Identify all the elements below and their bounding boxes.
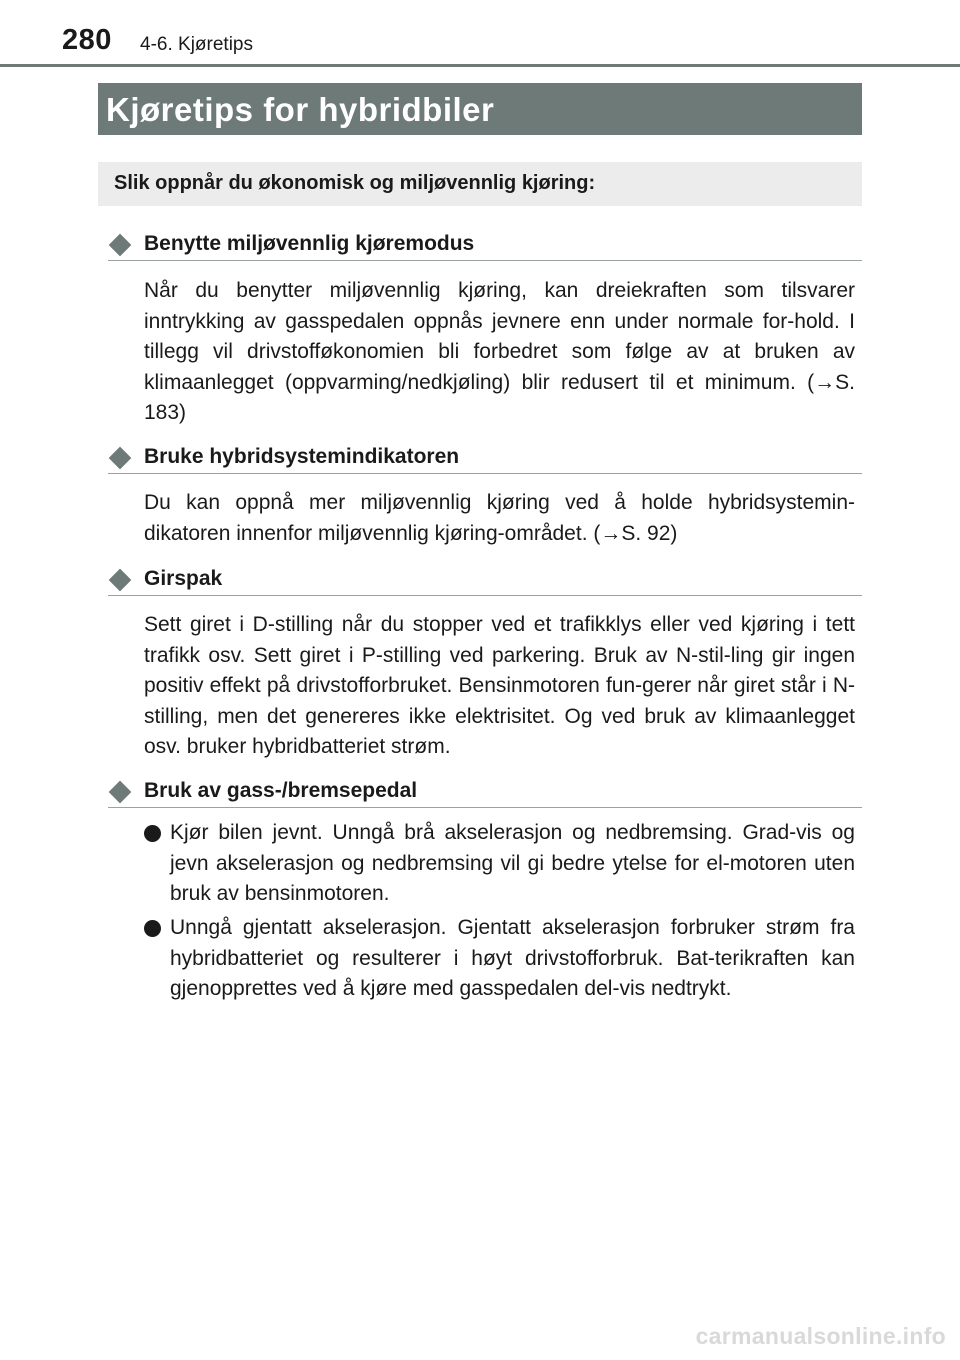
section-heading (108, 565, 862, 596)
section-heading (108, 230, 862, 261)
chapter-label: 4-6. Kjøretips (140, 34, 253, 55)
section-heading (108, 443, 862, 474)
diamond-bullet-icon (109, 781, 132, 804)
section-text: Sett giret i D-stilling når du stopper ved et trafikklys eller ved kjøring i tett trafikk osv. Sett giret i P-stilling ved parkering. Bruk av N-stil-ling gir ingen positiv effekt på drivstofforbruket. Bensinmotoren fun-gerer når giret står i N-stilling, men det genereres ikke elektrisitet. Og ved bruk av klimaanlegget osv. bruker hybridbatteriet strøm. (144, 613, 855, 758)
bullet-item (144, 818, 855, 910)
section-title: Bruk av gass-/bremsepedal (144, 779, 418, 802)
filled-circle-bullet-icon (144, 825, 161, 842)
bullet-text: Unngå gjentatt akselerasjon. Gjentatt akselerasjon forbruker strøm fra hybridbatteriet og resulterer i høyt drivstofforbruk. Bat-terikraften kan gjenopprettes ved å kjøre med gasspedalen del-vis nedtrykt. (170, 916, 855, 1000)
filled-circle-bullet-icon (144, 920, 161, 937)
page-number: 280 (62, 24, 112, 56)
page-title: Kjøretips for hybridbiler (106, 91, 495, 128)
diamond-bullet-icon (109, 447, 132, 470)
diamond-bullet-icon (109, 569, 132, 592)
section-title: Girspak (144, 567, 223, 590)
header-divider (0, 64, 960, 67)
diamond-bullet-icon (109, 234, 132, 257)
bullet-item (144, 913, 855, 1005)
section-title: Benytte miljøvennlig kjøremodus (144, 232, 475, 255)
title-banner (98, 83, 862, 135)
section-title: Bruke hybridsystemindikatoren (144, 445, 460, 468)
intro-box (98, 162, 862, 206)
section-text: Når du benytter miljøvennlig kjøring, kan dreiekraften som tilsvarer inntrykking av gasspedalen oppnås jevnere enn under normale for-hold. I tillegg vil drivstofføkonomien bli forbedret som følge av at bruken av klimaanlegget (oppvarming/nedkjøling) blir redusert til et minimum. (→S. 183) (144, 279, 855, 424)
watermark: carmanualsonline.info (695, 1323, 946, 1349)
bullet-text: Kjør bilen jevnt. Unngå brå akselerasjon og nedbremsing. Grad-vis og jevn akselerasjon og nedbremsing vil gi bedre ytelse for el-motoren uten bruk av bensinmotoren. (170, 821, 855, 905)
section-heading (108, 777, 862, 808)
section-text: Du kan oppnå mer miljøvennlig kjøring ved å holde hybridsystemin-dikatoren innenfor miljøvennlig kjøring-området. (→S. 92) (144, 491, 855, 545)
intro-text: Slik oppnår du økonomisk og miljøvennlig kjøring: (114, 172, 596, 194)
